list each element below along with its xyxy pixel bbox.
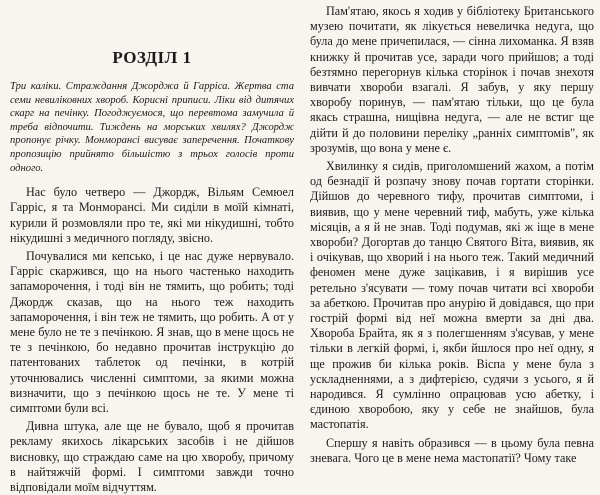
chapter-title: РОЗДІЛ 1: [112, 48, 192, 67]
right-page: [310, 4, 594, 478]
chapter-epigraph: Три каліки. Страждання Джорджа й Гарріса. Жертва ста семи невиліковних хвороб. Корисні приписи. Ліки від дитячих скарг на печінку. Погоджуємося, що перевтома замучила й треба відпочити. Тиждень на морських хвилях? Джордж пропонує річку. Монморансі висуває заперечення. Початкову пропозицію прийнято більшістю з трьох голосів проти одного.: [10, 81, 294, 174]
paragraph: Дивна штука, але ще не бувало, щоб я прочитав рекламу якихось лікарських засобів і не дійшов висновку, що страждаю саме на цю хворобу, причому в найтяжчій формі. І симптоми завжди точно відповідали моїм відчуттям.: [10, 419, 294, 495]
paragraph: Нас було четверо — Джордж, Вільям Семюел Гарріс, я та Монморансі. Ми сиділи в моїй кімнаті, курили й розмовляли про те, які ми нікудишні, тобто нікудишні з медичного погляду, звісно.: [10, 185, 294, 245]
paragraph: Пам'ятаю, якось я ходив у бібліотеку Британського музею почитати, як лікується невеличка недуга, що була до мене причепилася, — сінна лихоманка. Я взяв книжку й прочитав усе, заради чого прийшов; а тоді безтямно перегорнув кілька сторінок і почав знехотя вивчати хвороби взагалі. Я забув, у яку першу хворобу поринув, — пам'ятаю тільки, що це була якась страшна, нищівна недуга, — але не встиг ще дійти й до половини переліку „ранніх симптомів", як зрозумів, що вона у мене є.: [310, 4, 594, 155]
paragraph: Хвилинку я сидів, приголомшений жахом, а потім од безнадії й розпачу знову почав гортати сторінки. Дійшов до черевного тифу, прочитав симптоми, і виявив, що у мене черевний тиф, мабуть, уже кілька місяців, а я й не знав. Тоді подумав, які ж іще в мене хвороби? Догортав до танцю Святого Віта, виявив, як і очікував, що хворий і на нього теж. Такий медичний феномен мене дуже зацікавив, і я вирішив усе ретельно з'ясувати — тому почав читати всі хвороби за абеткою. Прочитав про анурію й довідався, що при гострій формі від неї можна вмерти за дні два. Хвороба Брайта, як я з полегшенням з'ясував, у мене тільки в легкій формі, і, якби йшлося про неї одну, я ще прожив би кілька років. Віспа у мене була з ускладненнями, а з дифтерією, судячи з усього, я й народився. Я сумлінно опрацював усю абетку, і єдиною хворобою, яку у себе не знайшов, була мастопатія.: [310, 159, 594, 432]
paragraph: Спершу я навіть образився — в цьому була певна зневага. Чого це в мене нема мастопатії? Чому таке: [310, 435, 594, 465]
left-page: [10, 4, 294, 495]
paragraph: Почувалися ми кепсько, і це нас дуже нервувало. Гарріс скаржився, що на нього частенько находить запаморочення, і тоді він не тямить, що робить; тоді Джордж сказав, що на нього теж находить запаморочення, і він теж не тямить, що робить. А от у мене було не те з печінкою. Я знав, що в мене щось не те з печінкою, бо недавно прочитав інструкцію до патентованих таблеток од печінки, в котрій уточнювались численні симптоми, за якими можна визначити, що з печінкою щось не те. У мене ті симптоми були всі.: [10, 248, 294, 415]
